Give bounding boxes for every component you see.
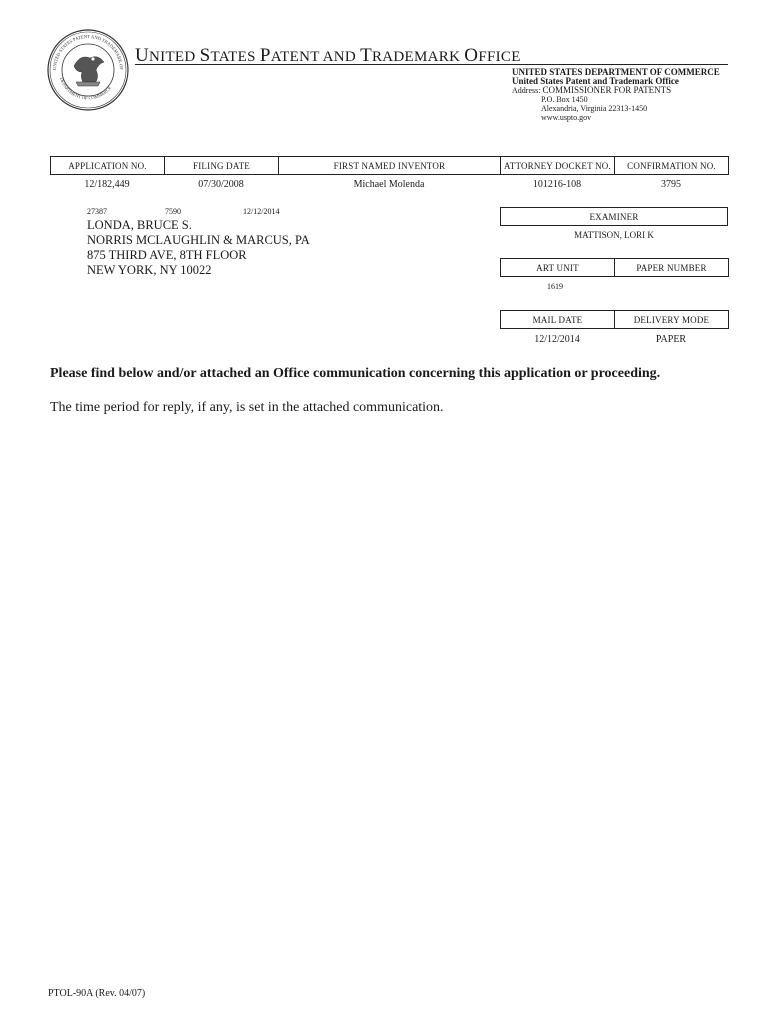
mail-date-label: MAIL DATE xyxy=(501,311,615,329)
addressee-city: NEW YORK, NY 10022 xyxy=(87,263,212,277)
art-unit-value: 1619 xyxy=(547,282,563,291)
mail-date-box xyxy=(500,310,729,329)
sub-office-name: United States Patent and Trademark Office xyxy=(512,76,679,86)
header-application-no: APPLICATION NO. xyxy=(51,157,165,175)
confirmation-no-value: 3795 xyxy=(661,179,681,190)
first-inventor-value: Michael Molenda xyxy=(353,179,425,190)
website-link[interactable]: www.uspto.gov xyxy=(541,113,592,122)
reply-period-notice: The time period for reply, if any, is set in the attached communication. xyxy=(50,400,444,415)
department-name: UNITED STATES DEPARTMENT OF COMMERCE xyxy=(512,67,720,77)
application-no-value: 12/182,449 xyxy=(84,179,130,190)
uspto-seal-logo xyxy=(46,28,130,112)
examiner-box xyxy=(500,207,728,226)
form-identifier: PTOL-90A (Rev. 04/07) xyxy=(48,988,146,999)
title-divider xyxy=(135,64,728,65)
filing-date-value: 07/30/2008 xyxy=(198,179,244,190)
addressee-name: LONDA, BRUCE S. xyxy=(87,218,192,232)
address-name: COMMISSIONER FOR PATENTS xyxy=(542,85,672,95)
addressee-street: 875 THIRD AVE, 8TH FLOOR xyxy=(87,248,247,262)
examiner-name: MATTISON, LORI K xyxy=(574,230,654,240)
correspondence-date: 12/12/2014 xyxy=(243,207,280,216)
art-unit-box xyxy=(500,258,729,277)
seal-top-text: UNITED STATES PATENT AND TRADEMARK OF xyxy=(51,33,125,71)
address-label: Address: xyxy=(512,86,541,95)
mail-date-value: 12/12/2014 xyxy=(534,334,580,345)
eagle-icon xyxy=(74,57,104,86)
examiner-label: EXAMINER xyxy=(501,208,728,226)
delivery-mode-label: DELIVERY MODE xyxy=(615,311,729,329)
delivery-mode-value: PAPER xyxy=(655,334,687,345)
customer-number: 27387 xyxy=(87,207,107,216)
addressee-firm: NORRIS MCLAUGHLIN & MARCUS, PA xyxy=(87,233,310,247)
header-confirmation-no: CONFIRMATION NO. xyxy=(615,157,729,175)
header-first-inventor: FIRST NAMED INVENTOR xyxy=(279,157,501,175)
paper-number-label: PAPER NUMBER xyxy=(615,259,729,277)
header-attorney-docket: ATTORNEY DOCKET NO. xyxy=(501,157,615,175)
seal-bottom-text: DEPARTMENT OF COMMERCE xyxy=(58,76,113,101)
correspondence-code: 7590 xyxy=(165,207,181,216)
attorney-docket-value: 101216-108 xyxy=(532,179,582,190)
office-title: UNITED STATES PATENT AND TRADEMARK OFFICE xyxy=(135,45,521,66)
po-box: P.O. Box 1450 xyxy=(541,95,588,104)
office-communication-notice: Please find below and/or attached an Office communication concerning this application or proceeding. xyxy=(50,366,661,381)
header-filing-date: FILING DATE xyxy=(165,157,279,175)
application-info-table xyxy=(50,156,729,175)
correspondence-address xyxy=(87,218,310,278)
address-city: Alexandria, Virginia 22313-1450 xyxy=(541,104,648,113)
art-unit-label: ART UNIT xyxy=(501,259,615,277)
mailing-address xyxy=(512,68,720,122)
